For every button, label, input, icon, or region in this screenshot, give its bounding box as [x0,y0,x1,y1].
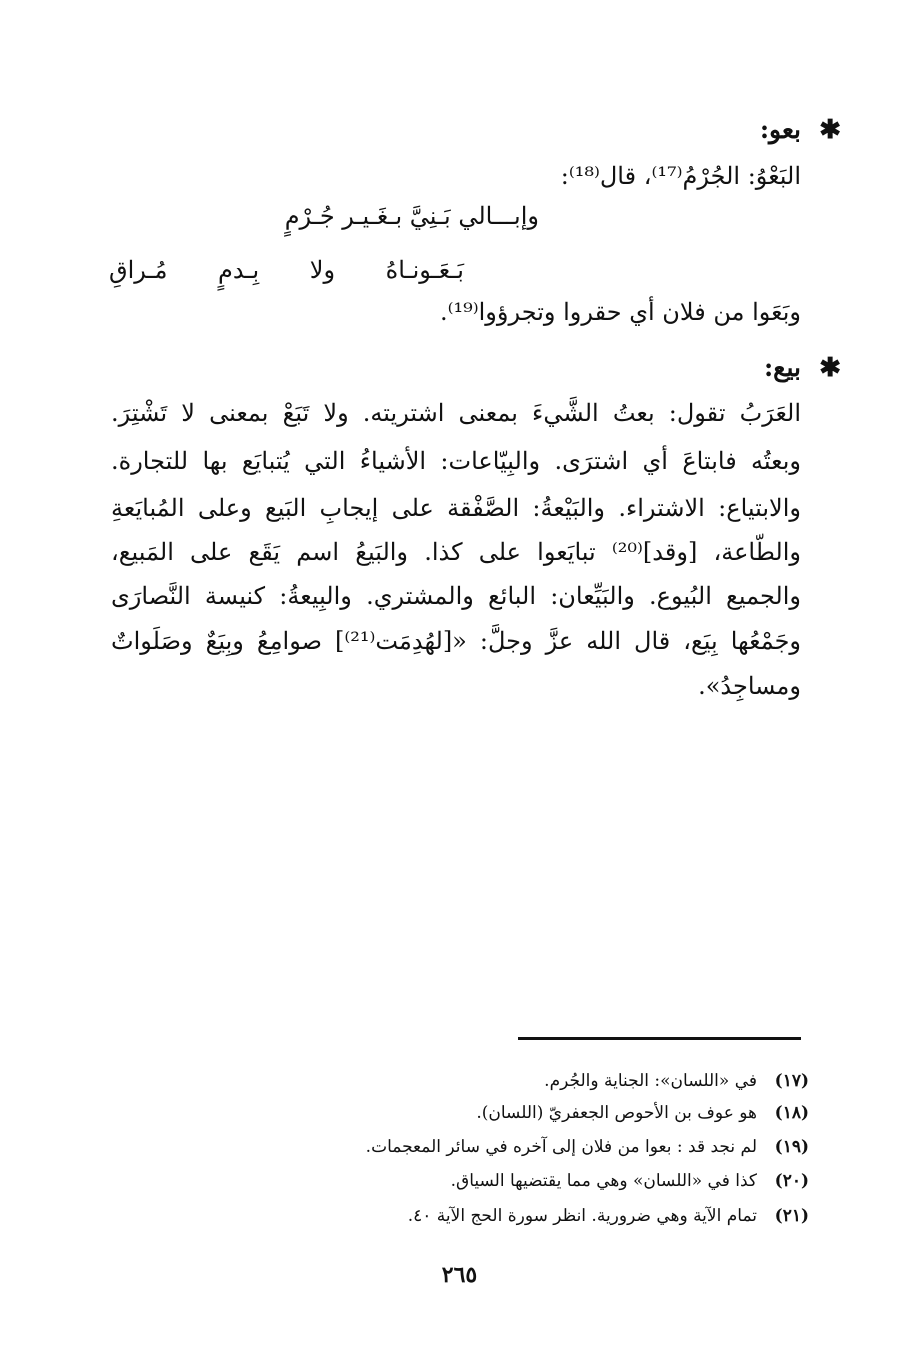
paragraph-line: وجَمْعُها بِيَع، قال الله عزَّ وجلَّ: «[لهُدِمَت⁽²¹⁾] صوامِعُ وبِيَعٌ وصَلَواتٌ [111,627,801,655]
paragraph-line: وبعتُه فابتاعَ أي اشترَى. والبِيّاعات: الأشياءُ التي يُتبايَع بها للتجارة. [111,447,801,475]
entry-heading-text: بعو: [759,115,801,144]
footnote [451,1168,809,1194]
page-number: ٢٦٥ [441,1262,478,1288]
paragraph-line: والابتياع: الاشتراء. والبَيْعةُ: الصَّفْقة على إيجابِ البَيع وعلى المُبايَعةِ [111,494,801,522]
footnote-text: كذا في «اللسان» وهي مما يقتضيها السياق. [450,1171,757,1191]
paragraph-line: والجميع البُيوع. والبَيِّعان: البائع والمشتري. والبِيعةُ: كنيسة النَّصارَى [111,582,801,610]
footnote-text: لم نجد قد : بعوا من فلان إلى آخره في سائر المعجمات. [365,1137,757,1157]
asterisk-icon: ✱ [819,353,841,383]
entry-heading-bay [763,352,841,384]
footnote-number: (٢١) [774,1206,809,1226]
footnote-number: (١٧) [774,1071,809,1091]
footnote-text: في «اللسان»: الجناية والجُرم. [544,1071,757,1091]
footnote [476,1100,809,1126]
verse-hemistich-2: بَـعَـونـاهُ ولا بِـدمٍ مُـراقِ [109,256,464,284]
definition-line: وبَعَوا من فلان أي حقروا وتجرؤوا⁽¹⁹⁾. [439,298,801,326]
verse-hemistich-1: وإبـــالي بَـنِيَّ بـغَـيـر جُـرْمٍ [284,202,539,230]
entry-heading-baw [759,114,841,146]
paragraph-line-last: ومساجِدُ». [698,672,801,700]
footnote-text: هو عوف بن الأحوص الجعفريّ (اللسان). [476,1103,757,1123]
footnote-number: (١٨) [774,1103,809,1123]
asterisk-icon: ✱ [819,115,841,145]
definition-line: البَعْوُ: الجُرْمُ⁽¹⁷⁾، قال⁽¹⁸⁾: [560,162,801,190]
entry-heading-text: بيع: [763,353,801,382]
footnote-separator [518,1037,801,1040]
footnote-number: (١٩) [774,1137,809,1157]
paragraph-line: والطّاعة، [وقد]⁽²⁰⁾ تبايَعوا على كذا. والبَيعُ اسم يَقَع على المَبيع، [111,538,801,566]
footnote [408,1203,809,1229]
footnote [366,1134,809,1160]
footnote-number: (٢٠) [774,1171,809,1191]
footnote-text: تمام الآية وهي ضرورية. انظر سورة الحج الآية ٤٠. [407,1206,757,1226]
paragraph-line: العَرَبُ تقول: بعتُ الشَّيءَ بمعنى اشتريته. ولا تَبَعْ بمعنى لا تَشْتِرَ. [111,399,801,427]
footnote [544,1068,809,1094]
